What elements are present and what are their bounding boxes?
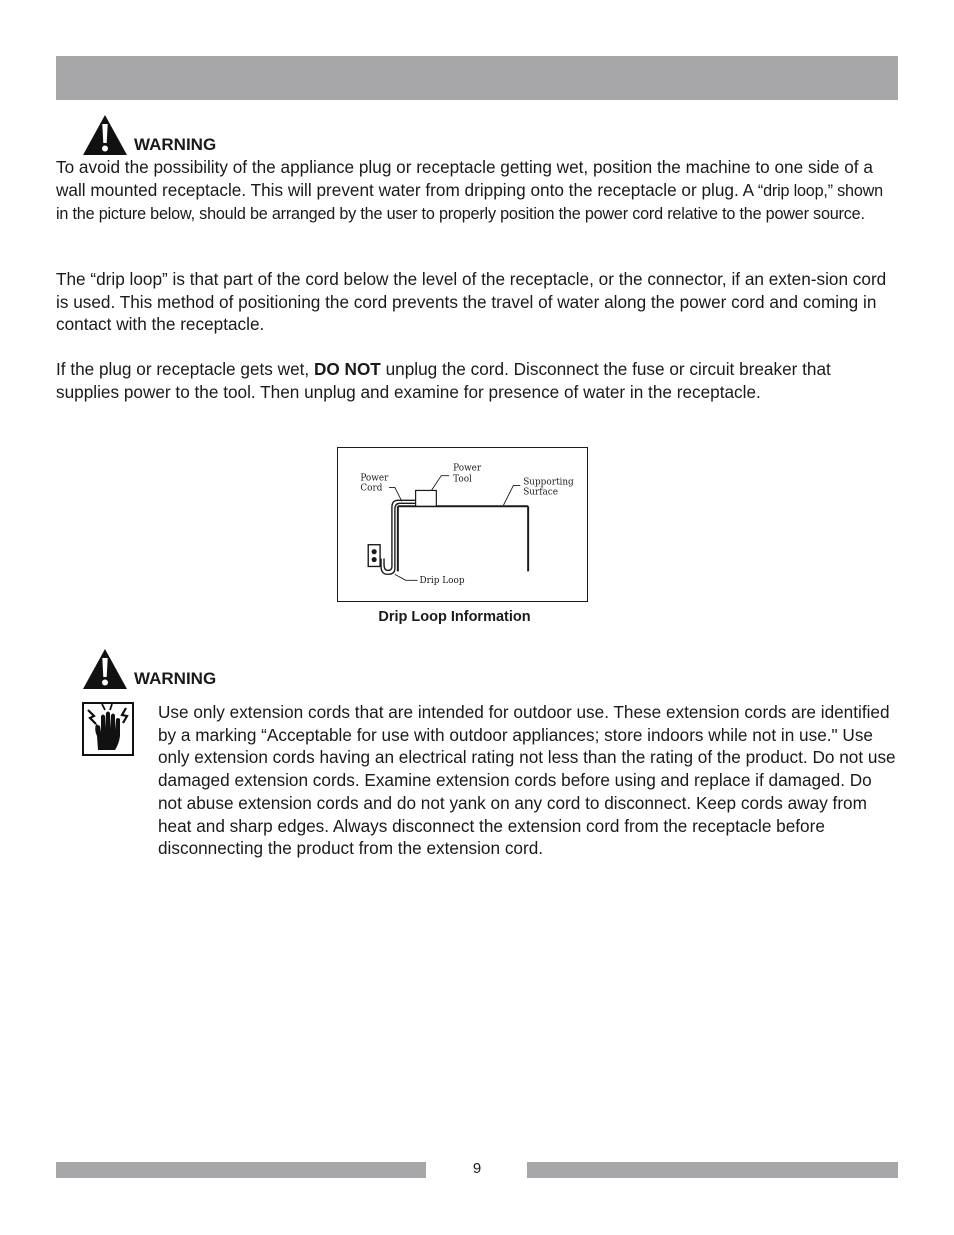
warning-label: WARNING bbox=[134, 669, 217, 688]
drip-loop-figure bbox=[337, 447, 588, 602]
paragraph-intro-small: “drip loop,” shown in the picture below, should be arranged by the user to properly position the power cord relative to the power source. bbox=[56, 181, 883, 224]
electric-shock-hand-icon bbox=[82, 702, 134, 756]
leader-surface bbox=[503, 486, 520, 506]
figure-caption: Drip Loop Information bbox=[378, 609, 531, 625]
warning-heading-2 bbox=[82, 648, 216, 690]
label-power-cord-2: Cord bbox=[360, 483, 383, 494]
label-power-tool-2: Tool bbox=[453, 474, 472, 485]
label-surface-1: Supporting bbox=[523, 477, 574, 488]
warning-label: WARNING bbox=[134, 135, 217, 154]
paragraph-drip-loop: The “drip loop” is that part of the cord below the level of the receptacle, or the connector, if an exten-sion cord is used. This method of positioning the cord prevents the travel of water along the power cord and coming in contact with the receptacle. bbox=[56, 269, 887, 335]
leader-power-cord bbox=[389, 487, 402, 501]
leader-power-tool bbox=[431, 476, 449, 491]
label-power-tool-1: Power bbox=[453, 463, 482, 474]
power-tool-shape bbox=[416, 490, 437, 506]
paragraph-wet-plug-after: unplug the cord. Disconnect the fuse or circuit breaker that supplies power to the tool. Then unplug and examine for presence of water in the receptacle. bbox=[56, 359, 831, 402]
leader-drip-loop bbox=[395, 574, 418, 580]
do-not-emphasis: DO NOT bbox=[313, 359, 381, 379]
paragraph-wet-plug bbox=[56, 358, 898, 403]
warning-triangle-icon bbox=[82, 648, 128, 690]
page-number: 9 bbox=[472, 1160, 482, 1177]
warning-heading-1 bbox=[82, 114, 216, 156]
label-drip-loop: Drip Loop bbox=[419, 576, 465, 587]
receptacle-outlet-top bbox=[372, 549, 377, 554]
header-bar bbox=[56, 56, 898, 100]
label-surface-2: Surface bbox=[523, 487, 559, 498]
paragraph-intro-main: To avoid the possibility of the appliance plug or receptacle getting wet, position the machine to one side of a wall mounted receptacle. This will prevent water from dripping onto the receptacle or plug. A bbox=[56, 157, 873, 200]
footer-bar-left bbox=[56, 1162, 426, 1178]
drip-loop-diagram bbox=[338, 448, 587, 601]
receptacle-outlet-bottom bbox=[372, 557, 377, 562]
paragraph-extension-cords: Use only extension cords that are intended for outdoor use. These extension cords are identified by a marking “Acceptable for use with outdoor appliances; store indoors while not in use." Use only extension cords having an electrical rating not less than the rating of the product. Do not use damaged extension cords. Examine extension cords before using and replace if damaged. Do not abuse extension cords and do not yank on any cord to disconnect. Keep cords away from heat and sharp edges. Always disconnect the extension cord from the receptacle before disconnecting the product from the extension cord. bbox=[158, 702, 896, 859]
footer-bar-right bbox=[527, 1162, 898, 1178]
warning-triangle-icon bbox=[82, 114, 128, 156]
paragraph-intro bbox=[56, 156, 898, 226]
power-cord-line-2 bbox=[384, 500, 416, 570]
wall-receptacle bbox=[368, 545, 380, 567]
paragraph-wet-plug-before: If the plug or receptacle gets wet, bbox=[56, 359, 314, 379]
label-power-cord-1: Power bbox=[360, 473, 389, 484]
